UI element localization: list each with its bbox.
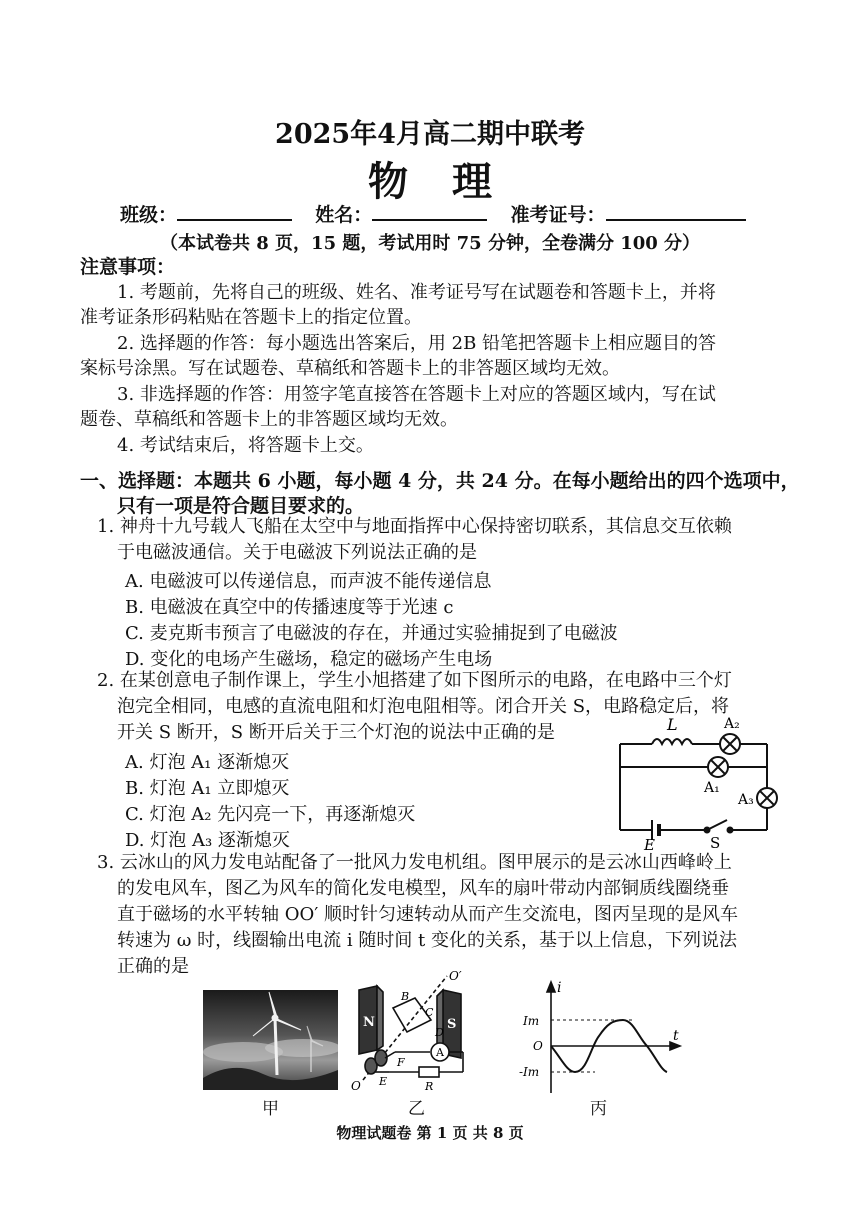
q2-option-c: C. 灯泡 A₂ 先闪亮一下，再逐渐熄灭 — [125, 804, 416, 825]
q2-stem-line-2: 泡完全相同，电感的直流电阻和灯泡电阻相等。闭合开关 S，电路稳定后，将 — [117, 696, 730, 717]
label-e: E — [379, 1075, 388, 1088]
notes-line-7: 4. 考试结束后，将答题卡上交。 — [117, 435, 374, 456]
caption-yi: 乙 — [408, 1099, 425, 1119]
tick-im-label: Im — [523, 1014, 540, 1028]
lamp-a3-label: A₃ — [738, 792, 754, 808]
label-o: O — [351, 1079, 361, 1093]
student-fields — [120, 200, 746, 227]
battery-label: E — [644, 836, 655, 852]
q1-option-c: C. 麦克斯韦预言了电磁波的存在，并通过实验捕捉到了电磁波 — [125, 623, 618, 644]
q1-stem-line-1: 1. 神舟十九号载人飞船在太空中与地面指挥中心保持密切联系，其信息交互依赖 — [97, 516, 732, 537]
label-d: D — [435, 1026, 444, 1039]
label-b: B — [401, 990, 410, 1003]
figure-yi-generator-model — [345, 968, 480, 1093]
figure-bing-current-graph — [515, 978, 685, 1098]
q2-stem-line-3: 开关 S 断开，S 断开后关于三个灯泡的说法中正确的是 — [117, 722, 555, 743]
notes-line-3: 2. 选择题的作答：每小题选出答案后，用 2B 铅笔把答题卡上相应题目的答 — [117, 333, 717, 354]
label-r: R — [425, 1080, 434, 1093]
notes-line-1: 1. 考题前，先将自己的班级、姓名、准考证号写在试题卷和答题卡上，并将 — [117, 282, 716, 303]
q3-stem-line-2: 的发电风车，图乙为风车的简化发电模型，风车的扇叶带动内部铜质线圈绕垂 — [117, 878, 729, 899]
class-label: 班级： — [120, 204, 178, 226]
q3-stem-line-3: 直于磁场的水平转轴 OO′ 顺时针匀速转动从而产生交流电，图丙呈现的是风车 — [117, 904, 739, 925]
origin-label: O — [533, 1039, 543, 1053]
lamp-a2-label: A₂ — [724, 716, 740, 732]
q2-option-b: B. 灯泡 A₁ 立即熄灭 — [125, 778, 290, 799]
label-o-prime: O′ — [449, 969, 462, 983]
q1-option-a: A. 电磁波可以传递信息，而声波不能传递信息 — [125, 571, 492, 592]
exam-id-blank[interactable] — [606, 203, 746, 221]
caption-bing: 丙 — [590, 1099, 607, 1119]
label-ammeter: A — [436, 1046, 444, 1059]
label-n: N — [363, 1015, 375, 1030]
name-blank[interactable] — [372, 203, 487, 221]
caption-jia: 甲 — [262, 1099, 279, 1119]
q2-stem-line-1: 2. 在某创意电子制作课上，学生小旭搭建了如下图所示的电路，在电路中三个灯 — [97, 670, 732, 691]
inductor-label: L — [667, 715, 678, 734]
q1-stem-line-2: 于电磁波通信。关于电磁波下列说法正确的是 — [117, 542, 477, 563]
label-c: C — [425, 1006, 434, 1019]
label-f: F — [397, 1056, 405, 1069]
q3-stem-line-4: 转速为 ω 时，线圈输出电流 i 随时间 t 变化的关系，基于以上信息，下列说法 — [117, 930, 737, 951]
figure-jia-wind-turbine — [203, 990, 338, 1090]
q1-option-b: B. 电磁波在真空中的传播速度等于光速 c — [125, 597, 454, 618]
axis-t-label: t — [673, 1028, 679, 1044]
q1-option-d: D. 变化的电场产生磁场，稳定的磁场产生电场 — [125, 649, 493, 670]
q2-option-a: A. 灯泡 A₁ 逐渐熄灭 — [125, 752, 290, 773]
exam-title: 2025年4月高二期中联考 — [275, 119, 585, 150]
section-1-heading-cont: 只有一项是符合题目要求的。 — [117, 495, 365, 517]
exam-id-label: 准考证号： — [510, 204, 606, 226]
q3-stem-line-1: 3. 云冰山的风力发电站配备了一批风力发电机组。图甲展示的是云冰山西峰岭上 — [97, 852, 732, 873]
notes-heading: 注意事项： — [80, 256, 176, 278]
inductor-coil — [652, 739, 692, 744]
subject-title: 物理 — [368, 159, 536, 205]
q2-circuit-diagram — [612, 712, 782, 852]
notes-line-5: 3. 非选择题的作答：用签字笔直接答在答题卡上对应的答题区域内，写在试 — [117, 384, 716, 405]
page-footer: 物理试题卷 第 1 页 共 8 页 — [336, 1124, 524, 1142]
notes-line-2: 准考证条形码粘贴在答题卡上的指定位置。 — [80, 307, 422, 328]
exam-info: （本试卷共 8 页，15 题，考试用时 75 分钟，全卷满分 100 分） — [160, 233, 701, 254]
section-1-heading: 一、选择题：本题共 6 小题，每小题 4 分，共 24 分。在每小题给出的四个选项中， — [80, 470, 800, 492]
notes-line-6: 题卷、草稿纸和答题卡上的非答题区域均无效。 — [80, 409, 458, 430]
notes-line-4: 案标号涂黑。写在试题卷、草稿纸和答题卡上的非答题区域均无效。 — [80, 358, 620, 379]
tick-neg-im-label: -Im — [519, 1065, 540, 1079]
axis-i-label: i — [557, 980, 562, 996]
class-blank[interactable] — [177, 203, 292, 221]
resistor-r-icon — [419, 1067, 439, 1077]
q3-stem-line-5: 正确的是 — [117, 956, 189, 977]
q2-option-d: D. 灯泡 A₃ 逐渐熄灭 — [125, 830, 290, 851]
switch-label: S — [710, 834, 721, 852]
label-s: S — [447, 1017, 457, 1032]
lamp-a1-label: A₁ — [704, 780, 720, 796]
name-label: 姓名： — [315, 204, 373, 226]
